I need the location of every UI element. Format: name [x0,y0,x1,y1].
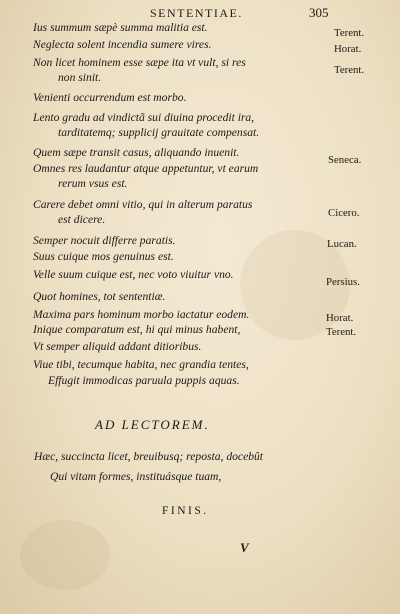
sentence-line: tarditatemq; supplicij grauitate compensat. [58,126,260,139]
verse-line: Qui vitam formes, instituásque tuam, [50,470,222,483]
sentence-line: Quot homines, tot sententiæ. [33,290,166,303]
verse-line: Hæc, succincta licet, breuibusq; reposta, docebût [34,450,264,463]
sentence-line: Vt semper aliquid addant ditioribus. [33,340,202,353]
sentence-line: Carere debet omni vitio, qui in alterum paratus [33,198,253,211]
sentence-line: Neglecta solent incendia sumere vires. [33,38,212,51]
sentence-line: est dicere. [58,213,106,226]
finis-text: FINIS. [162,505,209,517]
sentence-line: Lento gradu ad vindictã sui diuina procedit ira, [33,111,255,124]
author-attribution: Horat. [326,312,354,324]
page-number: 305 [309,5,329,20]
author-attribution: Terent. [334,27,365,39]
author-attribution: Horat. [334,43,362,55]
sentence-line: Maxima pars hominum morbo iactatur eodem. [33,308,250,321]
author-attribution: Terent. [334,64,365,76]
sentence-line: Venienti occurrendum est morbo. [33,91,187,104]
sentence-line: Suus cuique mos genuinus est. [33,250,174,263]
sentence-line: Effugit immodicas paruula puppis aquas. [48,374,240,387]
author-attribution: Lucan. [327,238,357,250]
section-heading: AD LECTOREM. [95,417,210,432]
sentence-line: Omnes res laudantur atque appetuntur, vt earum [33,162,259,175]
author-attribution: Persius. [326,276,360,288]
signature-mark: V [240,540,249,555]
sentence-line: Velle suum cuique est, nec voto viuitur vno. [33,268,234,281]
sentence-line: Inique comparatum est, hi qui minus habent, [33,323,241,336]
sentence-line: Semper nocuit differre paratis. [33,234,176,247]
author-attribution: Seneca. [328,154,362,166]
sentence-line: Ius summum sæpè summa malitia est. [33,21,208,34]
sentence-line: Viue tibi, tecumque habita, nec grandia tentes, [33,358,249,371]
author-attribution: Cicero. [328,207,360,219]
author-attribution: Terent. [326,326,357,338]
sentence-line: non sinit. [58,71,102,84]
sentence-line: rerum vsus est. [58,177,128,190]
paper-stain [20,520,110,590]
sentence-line: Non licet hominem esse sæpe ita vt vult, si res [33,56,246,69]
running-head: SENTENTIAE. [150,6,243,20]
sentence-line: Quem sæpe transit casus, aliquando inuenit. [33,146,240,159]
